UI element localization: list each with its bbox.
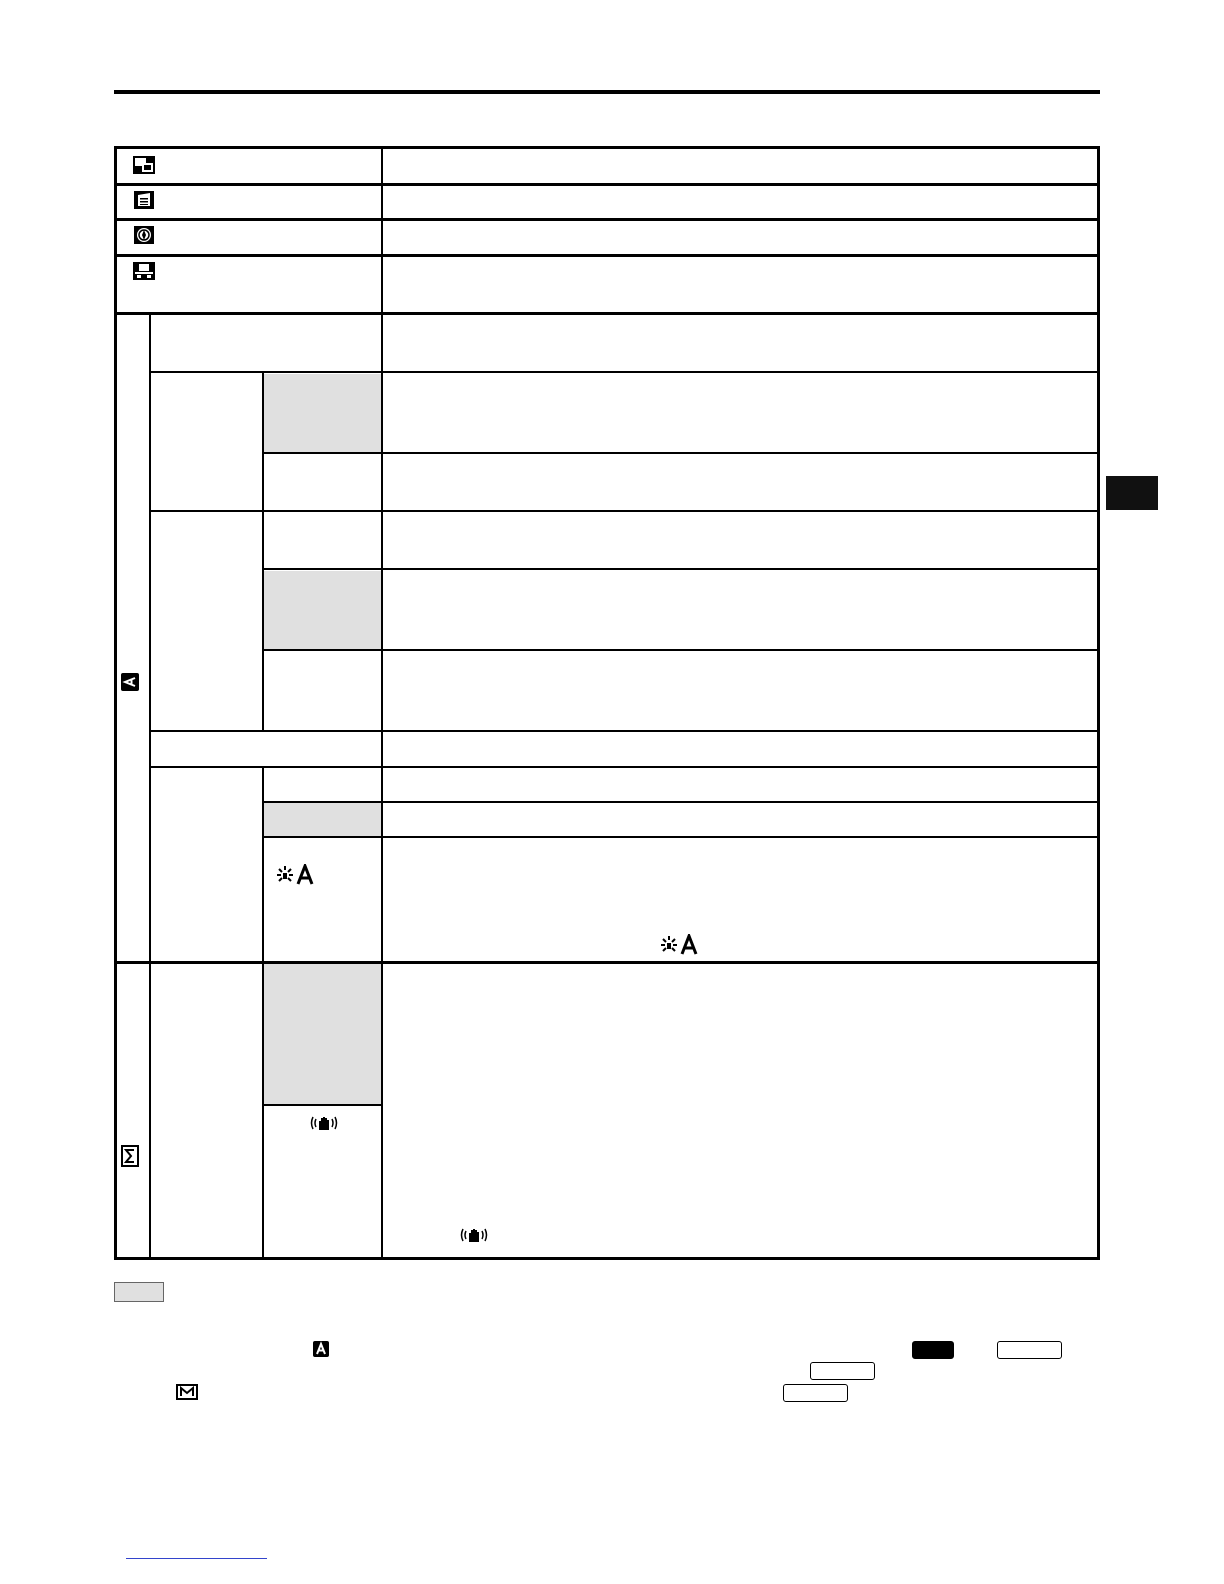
auto-mode-A-icon bbox=[120, 672, 140, 692]
mode-badge bbox=[810, 1362, 875, 1380]
row-divider bbox=[114, 312, 1100, 315]
shaded-cell bbox=[264, 803, 381, 836]
manual-mode-M-icon bbox=[176, 1383, 198, 1401]
image-stabilizer-icon bbox=[308, 1112, 340, 1134]
clapperboard-icon bbox=[132, 189, 156, 211]
row-divider bbox=[114, 183, 1100, 186]
row-divider bbox=[262, 568, 1100, 570]
mode-badge bbox=[783, 1384, 848, 1402]
row-divider bbox=[262, 801, 1100, 803]
column-divider bbox=[262, 372, 264, 730]
shaded-cell bbox=[264, 571, 381, 649]
row-divider bbox=[262, 649, 1100, 651]
row-divider bbox=[149, 371, 1100, 373]
footer-link-underline[interactable] bbox=[126, 1558, 267, 1559]
row-divider bbox=[149, 730, 1100, 732]
row-divider bbox=[262, 836, 1100, 838]
chapter-tab bbox=[1106, 476, 1158, 510]
aperture-icon bbox=[132, 224, 156, 246]
settings-table bbox=[114, 146, 1100, 1260]
backlight-auto-icon bbox=[658, 932, 706, 958]
image-stabilizer-icon bbox=[458, 1224, 490, 1246]
row-divider bbox=[114, 218, 1100, 221]
auto-mode-A-icon bbox=[312, 1340, 330, 1358]
portrait-stand-icon bbox=[132, 260, 156, 282]
row-divider bbox=[262, 1104, 382, 1106]
row-divider bbox=[262, 452, 1100, 454]
picture-in-picture-icon bbox=[132, 154, 156, 176]
row-divider bbox=[149, 766, 1100, 768]
table-border bbox=[114, 146, 1100, 149]
shaded-cell bbox=[264, 374, 381, 452]
mode-badge bbox=[912, 1341, 954, 1359]
row-divider bbox=[114, 254, 1100, 257]
row-divider bbox=[149, 510, 1100, 512]
mode-badge bbox=[997, 1341, 1062, 1359]
default-setting-swatch bbox=[114, 1282, 164, 1302]
manual-mode-M-icon bbox=[120, 1144, 140, 1168]
column-divider bbox=[262, 766, 264, 1260]
header-rule bbox=[114, 90, 1100, 94]
column-divider bbox=[149, 314, 151, 1260]
shaded-cell bbox=[264, 964, 381, 1105]
backlight-auto-icon bbox=[274, 862, 322, 888]
